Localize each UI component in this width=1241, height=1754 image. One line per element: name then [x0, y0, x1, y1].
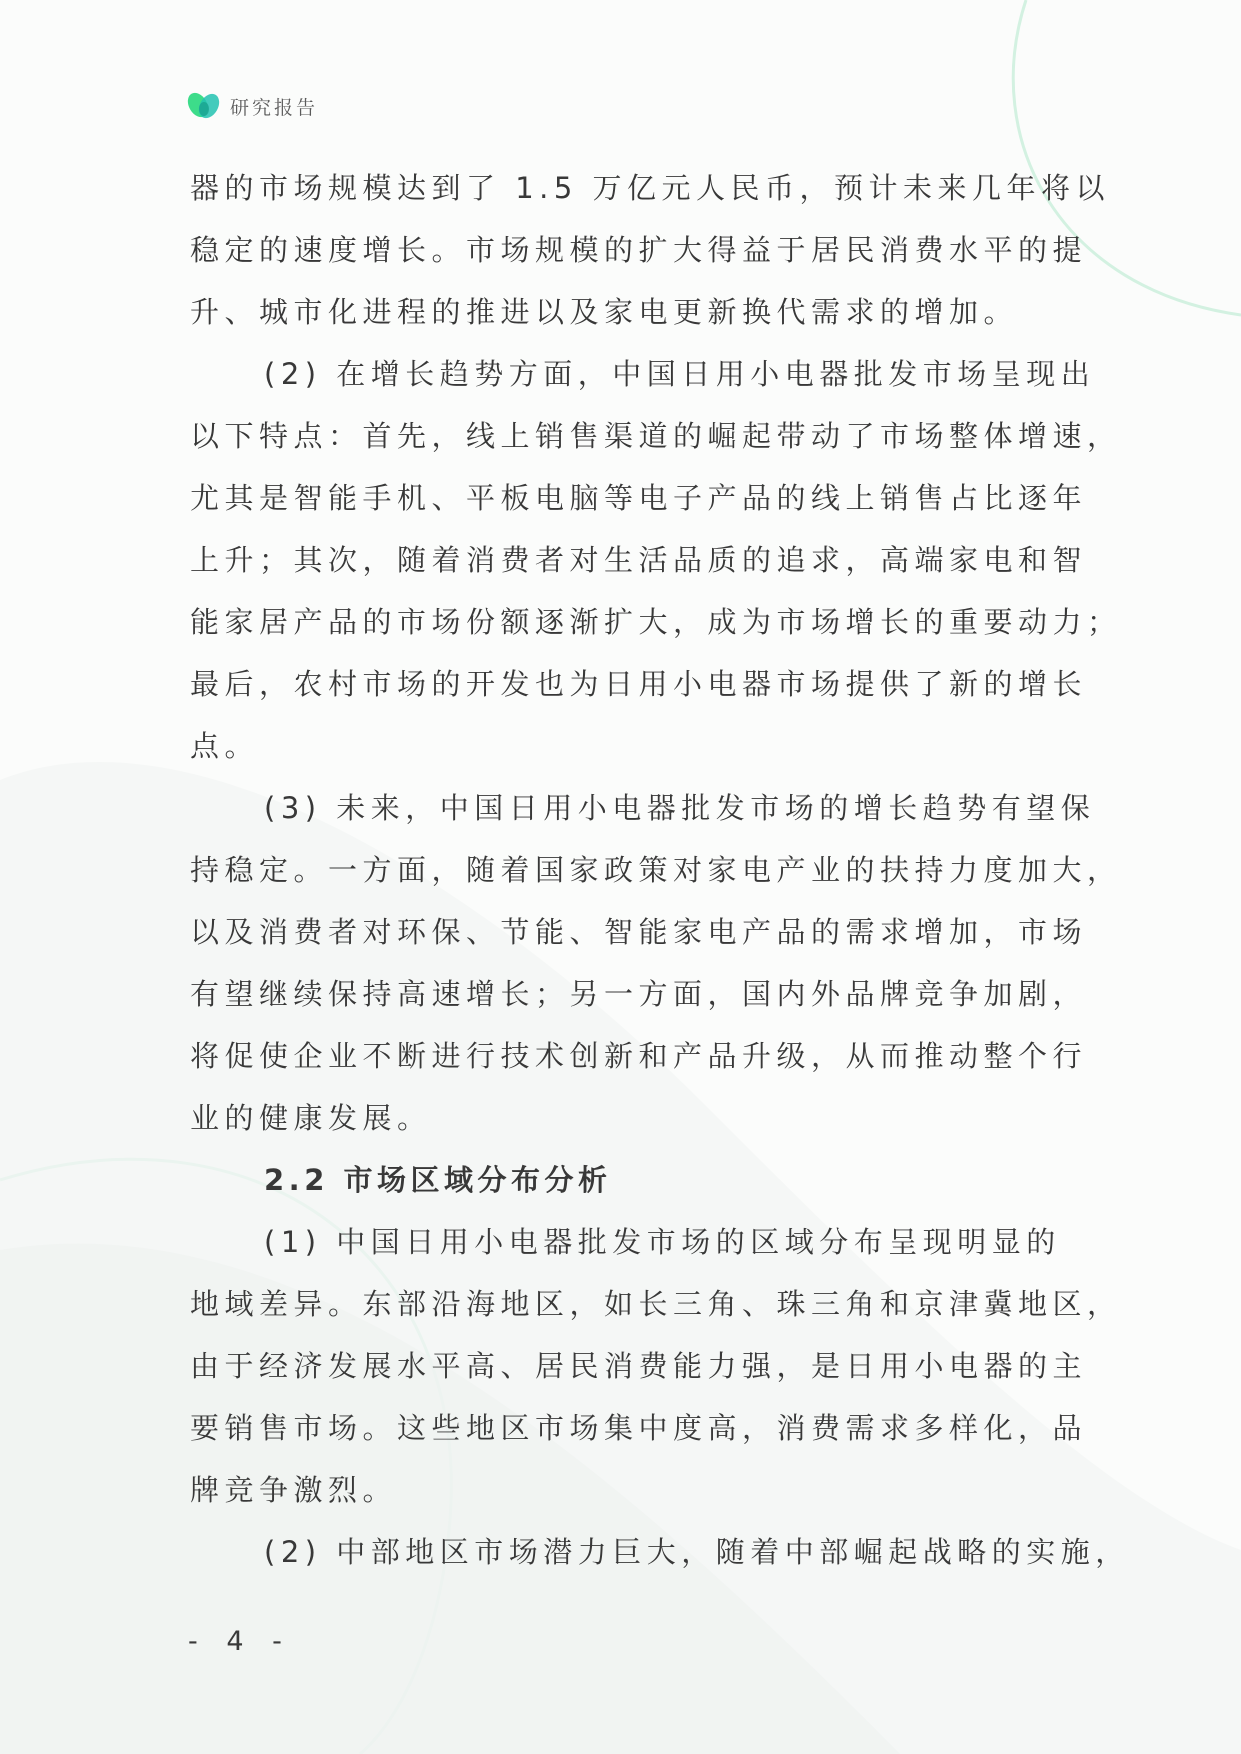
body-line: 持稳定。一方面，随着国家政策对家电产业的扶持力度加大， — [190, 853, 1122, 887]
body-line: 要销售市场。这些地区市场集中度高，消费需求多样化，品 — [190, 1411, 1088, 1445]
section-heading: 2.2 市场区域分布分析 — [264, 1163, 612, 1197]
body-line: 将促使企业不断进行技术创新和产品升级，从而推动整个行 — [190, 1039, 1088, 1073]
body-line: 能家居产品的市场份额逐渐扩大，成为市场增长的重要动力； — [190, 605, 1122, 639]
report-body — [190, 157, 1130, 1583]
body-line: 有望继续保持高速增长；另一方面，国内外品牌竞争加剧， — [190, 977, 1088, 1011]
body-line: 地域差异。东部沿海地区，如长三角、珠三角和京津冀地区， — [190, 1287, 1122, 1321]
body-line: 升、城市化进程的推进以及家电更新换代需求的增加。 — [190, 295, 1019, 329]
report-header — [186, 88, 318, 124]
brand-logo-icon — [186, 88, 222, 124]
body-line: (1) 中国日用小电器批发市场的区域分布呈现明显的 — [264, 1225, 1061, 1259]
body-line: 由于经济发展水平高、居民消费能力强，是日用小电器的主 — [190, 1349, 1088, 1383]
page-number: - 4 - — [188, 1626, 292, 1657]
body-line: 尤其是智能手机、平板电脑等电子产品的线上销售占比逐年 — [190, 481, 1088, 515]
body-line: 业的健康发展。 — [190, 1101, 432, 1135]
body-line: 稳定的速度增长。市场规模的扩大得益于居民消费水平的提 — [190, 233, 1088, 267]
body-line: (2) 中部地区市场潜力巨大，随着中部崛起战略的实施， — [264, 1535, 1130, 1569]
body-line: 以及消费者对环保、节能、智能家电产品的需求增加，市场 — [190, 915, 1088, 949]
body-line: 以下特点：首先，线上销售渠道的崛起带动了市场整体增速， — [190, 419, 1122, 453]
body-line: 最后，农村市场的开发也为日用小电器市场提供了新的增长 — [190, 667, 1088, 701]
header-title: 研究报告 — [230, 96, 319, 119]
body-line: (3) 未来，中国日用小电器批发市场的增长趋势有望保 — [264, 791, 1096, 825]
body-line: 上升；其次，随着消费者对生活品质的追求，高端家电和智 — [190, 543, 1088, 577]
body-line: 器的市场规模达到了 1.5 万亿元人民币，预计未来几年将以 — [190, 171, 1111, 205]
body-line: 点。 — [190, 729, 260, 763]
body-line: (2) 在增长趋势方面，中国日用小电器批发市场呈现出 — [264, 357, 1096, 391]
body-line: 牌竞争激烈。 — [190, 1473, 398, 1507]
